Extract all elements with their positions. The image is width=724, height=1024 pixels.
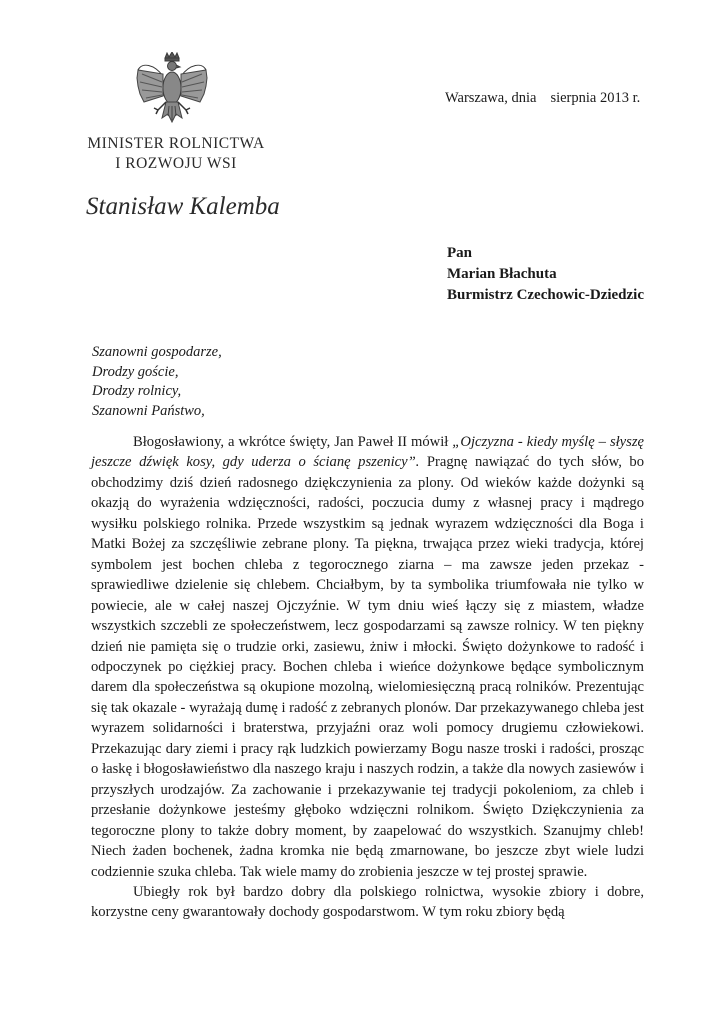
body-paragraph-1 [91,432,644,882]
letter-body [91,432,644,923]
recipient-name: Marian Błachuta [447,266,557,282]
salutation-line: Szanowni gospodarze, [92,344,222,360]
paragraph-1-text: Pragnę nawiązać do tych słów, bo obchodzimy dziś dzień radosnego dziękczynienia za plony. Od wieków każde dożynki są okazją do wyrażenia wdzięczności, radości, poczucia dumy z własnej pracy i mądrego wysiłku polskiego rolnika. Przede wszystkim są jednak wyrazem wdzięczności dla Boga i Matki Bożej za szczęśliwie zebrane plony. Ta piękna, trwająca przez wieki tradycja, której symbolem jest bochen chleba z tegorocznego ziarna – ma zawsze jeden przekaz - sprawiedliwe dzielenie się chlebem. Chciałbym, by ta symbolika triumfowała nie tylko w powiecie, ale w całej naszej Ojczyźnie. W tym dniu wieś łączy się z miastem, władze wszystkich szczebli ze społeczeństwem, lecz gospodarzami są zawsze rolnicy. W ten piękny dzień nie pamięta się o trudzie orki, zasiewu, żniw i młocki. Święto dożynkowe to radość i odpoczynek po ciężkiej pracy. Bochen chleba i wieńce dożynkowe będące symbolicznym darem dla społeczeństwa są okupione mozolną, wielomiesięczną pracą rolników. Prezentując się tak okazale - wyrażają dumę i radość z zebranych plonów. Dar przekazywanego chleba jest wyrazem solidarności i braterstwa, przyjaźni oraz woli pomocy drugiemu człowiekowi. Przekazując dary ziemi i pracy rąk ludzkich powierzamy Bogu nasze troski i radości, prosząc o łaskę i błogosławieństwo dla naszego kraju i naszych rodzin, a także dla nowych zasiewów i przyszłych urodzajów. Za zachowanie i przekazywanie tej tradycji pokoleniom, za chleb i przesłanie dożynkowe jesteśmy głęboko wdzięczni rolnikom. Święto Dziękczynienia za tegoroczne plony to także dobry moment, by zaapelować do wszystkich. Szanujmy chleb! Niech żaden bochenek, żadna kromka nie będą zmarnowane, bo jeszcze zbyt wiele ludzi codziennie szuka chleba. Tak wiele mamy do zrobienia jeszcze w tej prostej sprawie. [91,454,644,880]
month-year: sierpnia 2013 r. [550,90,641,106]
place-day: Warszawa, dnia [445,90,537,106]
pope-quote: „Ojczyzna - kiedy myślę – słyszę jeszcze dźwięk kosy, gdy uderza o ścianę pszenicy”. [91,434,645,471]
salutation-line: Drodzy goście, [92,363,179,380]
salutation-line: Szanowni Państwo, [92,402,205,419]
ministry-heading [86,134,266,174]
recipient-salutation: Pan [447,245,473,261]
polish-eagle-emblem-icon [136,52,208,132]
recipient-block [447,243,644,306]
salutation-line: Drodzy rolnicy, [92,383,182,399]
recipient-title: Burmistrz Czechowic-Dziedzic [447,287,645,303]
ministry-line-1: MINISTER ROLNICTWA [87,135,265,152]
minister-name: Stanisław Kalemba [86,193,280,220]
paragraph-1-intro: Błogosławiony, a wkrótce święty, Jan Paweł II mówił [133,434,453,450]
ministry-line-2: I ROZWOJU WSI [115,155,237,172]
body-paragraph-2: Ubiegły rok był bardzo dobry dla polskiego rolnictwa, wysokie zbiory i dobre, korzystne ceny gwarantowały dochody gospodarstwom. W tym roku zbiory będą [91,883,644,921]
salutations-block [92,343,222,421]
place-date [445,90,640,107]
